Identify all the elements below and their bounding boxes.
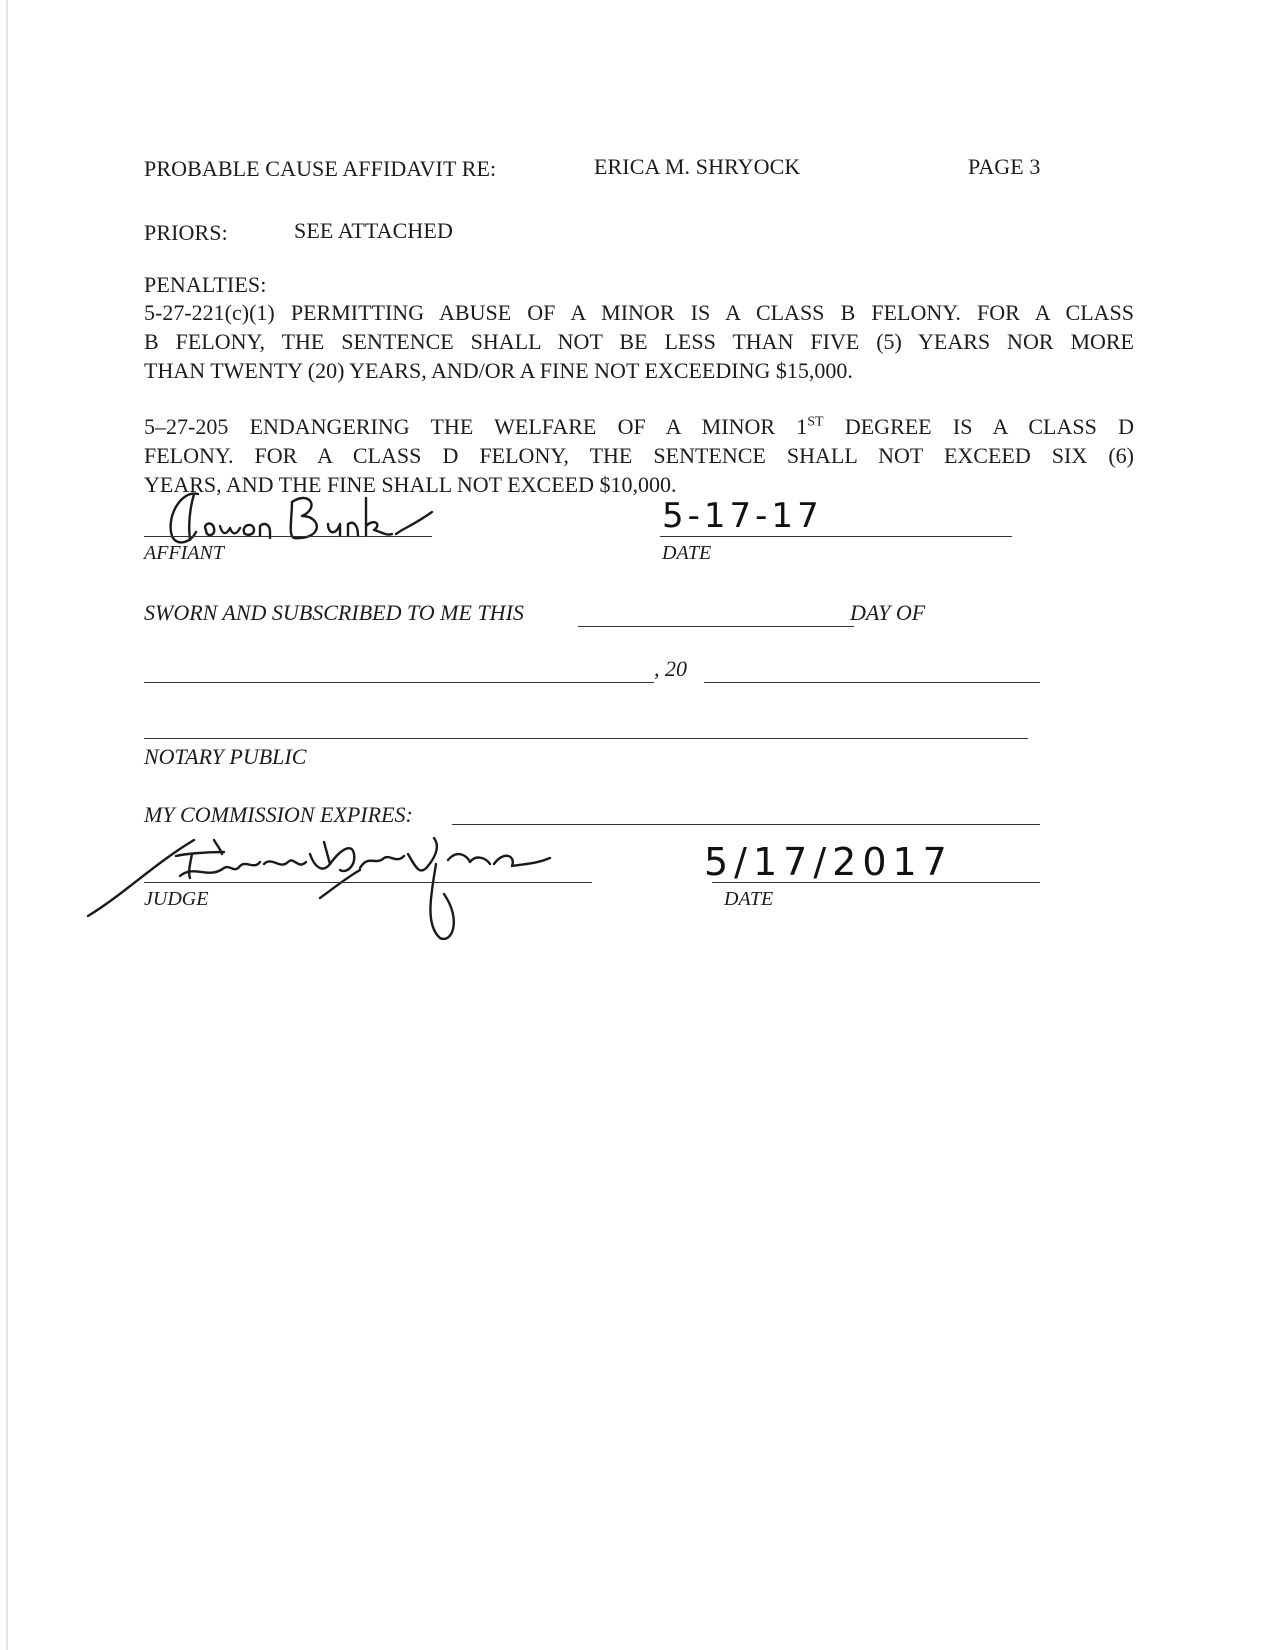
penalty-1-line-1: 5-27-221(c)(1) PERMITTING ABUSE OF A MINOR IS A CLASS B FELONY. FOR A CLASS xyxy=(144,300,1134,325)
priors-value: SEE ATTACHED xyxy=(294,218,453,243)
penalties-label: PENALTIES: xyxy=(144,272,267,297)
sworn-subscribed-text: SWORN AND SUBSCRIBED TO ME THIS xyxy=(144,600,524,625)
penalty-paragraph-1 xyxy=(144,298,1134,385)
affiant-date-line xyxy=(660,536,1012,537)
sworn-year-line xyxy=(704,682,1040,683)
page-edge xyxy=(6,0,8,1650)
subject-name: ERICA M. SHRYOCK xyxy=(594,154,801,179)
judge-date-line xyxy=(712,882,1040,883)
penalty-paragraph-2 xyxy=(144,412,1134,499)
penalty-1-line-3: THAN TWENTY (20) YEARS, AND/OR A FINE NOT EXCEEDING $15,000. xyxy=(144,358,853,383)
penalty-1-line-2: B FELONY, THE SENTENCE SHALL NOT BE LESS THAN FIVE (5) YEARS NOR MORE xyxy=(144,329,1134,354)
priors-label: PRIORS: xyxy=(144,220,228,245)
notary-signature-line xyxy=(144,738,1028,739)
sworn-day-line xyxy=(578,626,854,627)
day-of-text: DAY OF xyxy=(850,600,926,625)
judge-label: JUDGE xyxy=(144,888,209,910)
affiant-date-handwritten: 5-17-17 xyxy=(662,496,823,536)
affidavit-title: PROBABLE CAUSE AFFIDAVIT RE: xyxy=(144,156,497,181)
commission-expires-label: MY COMMISSION EXPIRES: xyxy=(144,802,413,827)
page-number: PAGE 3 xyxy=(968,154,1041,179)
judge-date-handwritten: 5/17/2017 xyxy=(704,840,953,884)
sworn-month-line xyxy=(144,682,654,683)
notary-public-label: NOTARY PUBLIC xyxy=(144,744,307,769)
judge-date-label: DATE xyxy=(724,888,774,910)
penalty-2-line-3: YEARS, AND THE FINE SHALL NOT EXCEED $10,000. xyxy=(144,472,677,497)
ordinal-suffix: ST xyxy=(807,414,824,430)
penalty-2-line-1-b: DEGREE IS A CLASS D xyxy=(823,414,1134,439)
affiant-signature-line xyxy=(144,536,432,537)
commission-expires-line xyxy=(452,824,1040,825)
judge-signature-line xyxy=(144,882,592,883)
penalty-2-line-1-a: 5–27-205 ENDANGERING THE WELFARE OF A MINOR 1 xyxy=(144,414,808,439)
penalty-2-line-2: FELONY. FOR A CLASS D FELONY, THE SENTENCE SHALL NOT EXCEED SIX (6) xyxy=(144,443,1134,468)
year-prefix-text: , 20 xyxy=(654,656,687,681)
affiant-label: AFFIANT xyxy=(144,542,224,564)
penalty-2-line-1 xyxy=(144,412,1134,441)
affiant-date-label: DATE xyxy=(662,542,712,564)
